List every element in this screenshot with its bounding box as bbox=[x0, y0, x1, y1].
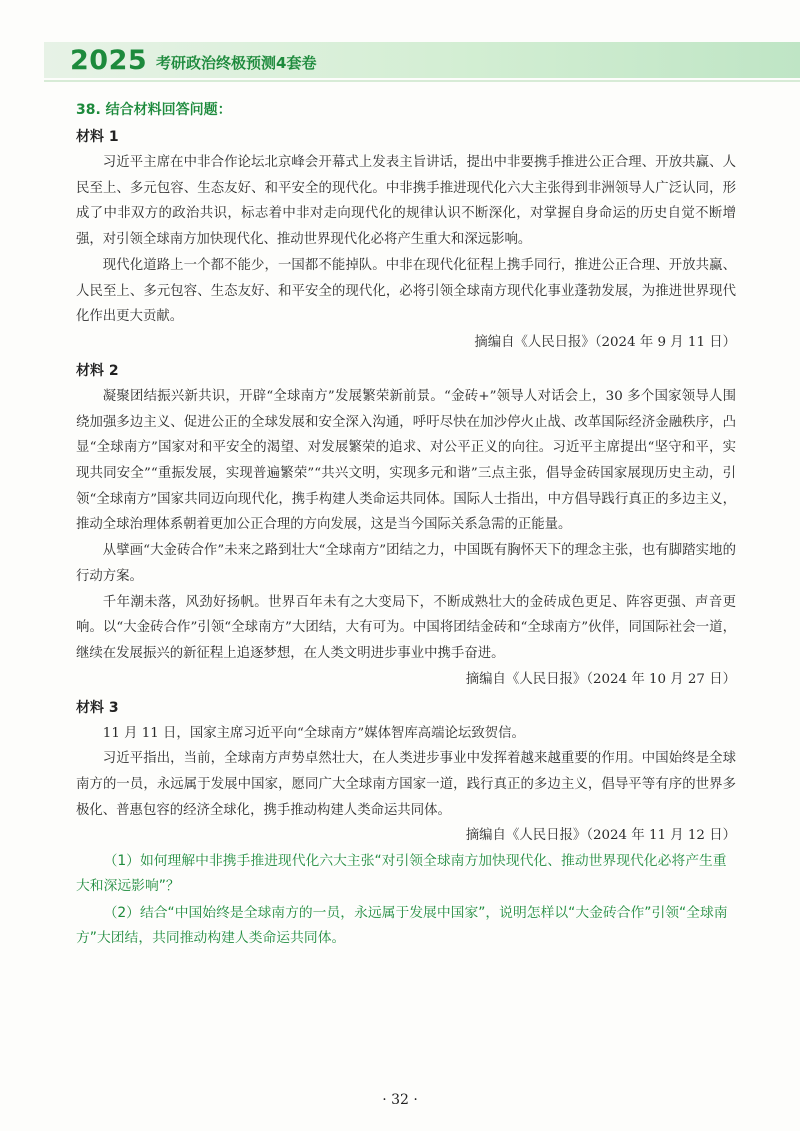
material-3-label: 材料 3 bbox=[76, 699, 119, 716]
page-number: · 32 · bbox=[382, 1092, 418, 1108]
header-title: 考研政治终极预测4套卷 bbox=[156, 54, 317, 72]
question-block bbox=[76, 93, 736, 951]
material-2-source: 摘编自《人民日报》（2024 年 10 月 27 日） bbox=[465, 671, 736, 687]
material-3-source: 摘编自《人民日报》（2024 年 11 月 12 日） bbox=[465, 828, 736, 844]
sub-question-2: （2）结合“中国始终是全球南方的一员，永远属于发展中国家”，说明怎样以“大金砖合作”引领“全球南方”大团结，共同推动构建人类命运共同体。 bbox=[76, 905, 728, 947]
sub-question-1: （1）如何理解中非携手推进现代化六大主张“对引领全球南方加快现代化、推动世界现代化必将产生重大和深远影响”？ bbox=[76, 853, 727, 895]
material-1-paragraph-2: 现代化道路上一个都不能少，一国都不能掉队。中非在现代化征程上携手同行，推进公正合理、开放共赢、人民至上、多元包容、生态友好、和平安全的现代化，必将引领全球南方现代化事业蓬勃发展，为推进世界现代化作出更大贡献。 bbox=[76, 257, 736, 325]
material-1-label: 材料 1 bbox=[76, 129, 119, 145]
material-3-paragraph-2: 习近平指出，当前，全球南方声势卓然壮大，在人类进步事业中发挥着越来越重要的作用。中国始终是全球南方的一员，永远属于发展中国家，愿同广大全球南方国家一道，践行真正的多边主义，倡导平等有序的世界多极化、普惠包容的经济全球化，携手推动构建人类命运共同体。 bbox=[76, 751, 736, 818]
header-year: 2025 bbox=[70, 45, 148, 76]
material-1-source: 摘编自《人民日报》（2024 年 9 月 11 日） bbox=[474, 334, 736, 350]
question-number: 38. 结合材料回答问题： bbox=[76, 102, 232, 118]
page-header bbox=[44, 42, 800, 78]
material-1-paragraph-1: 习近平主席在中非合作论坛北京峰会开幕式上发表主旨讲话，提出中非要携手推进公正合理、开放共赢、人民至上、多元包容、生态友好、和平安全的现代化。中非携手推进现代化六大主张得到非洲领导人广泛认同，形成了中非双方的政治共识，标志着中非对走向现代化的规律认识不断深化，对掌握自身命运的历史自觉不断增强，对引领全球南方加快现代化、推动世界现代化必将产生重大和深远影响。 bbox=[76, 155, 736, 248]
material-2-label: 材料 2 bbox=[76, 362, 119, 379]
material-2-paragraph-3: 千年潮未落，风劲好扬帆。世界百年未有之大变局下，不断成熟壮大的金砖成色更足、阵容更强、声音更响。以“大金砖合作”引领“全球南方”大团结，大有可为。中国将团结金砖和“全球南方”伙伴，同国际社会一道，继续在发展振兴的新征程上追逐梦想，在人类文明进步事业中携手奋进。 bbox=[76, 594, 736, 661]
material-2-paragraph-2: 从擘画“大金砖合作”未来之路到壮大“全球南方”团结之力，中国既有胸怀天下的理念主张，也有脚踏实地的行动方案。 bbox=[76, 543, 736, 584]
material-3-paragraph-1: 11 月 11 日，国家主席习近平向“全球南方”媒体智库高端论坛致贺信。 bbox=[102, 725, 525, 741]
material-2-paragraph-1: 凝聚团结振兴新共识，开辟“全球南方”发展繁荣新前景。“金砖+”领导人对话会上，30 多个国家领导人围绕加强多边主义、促进公正的全球发展和安全深入沟通，呼吁尽快在加沙停火止战、改革国际经济金融秩序，凸显“全球南方”国家对和平安全的渴望、对发展繁荣的追求、对公平正义的向往。习近平主席提出“坚守和平，实现共同安全”“重振发展，实现普遍繁荣”“共兴文明，实现多元和谐”三点主张，倡导金砖国家展现历史主动，引领“全球南方”国家共同迈向现代化，携手构建人类命运共同体。国际人士指出，中方倡导践行真正的多边主义，推动全球治理体系朝着更加公正合理的方向发展，这是当今国际关系急需的正能量。 bbox=[76, 388, 736, 533]
header-divider bbox=[44, 80, 800, 82]
